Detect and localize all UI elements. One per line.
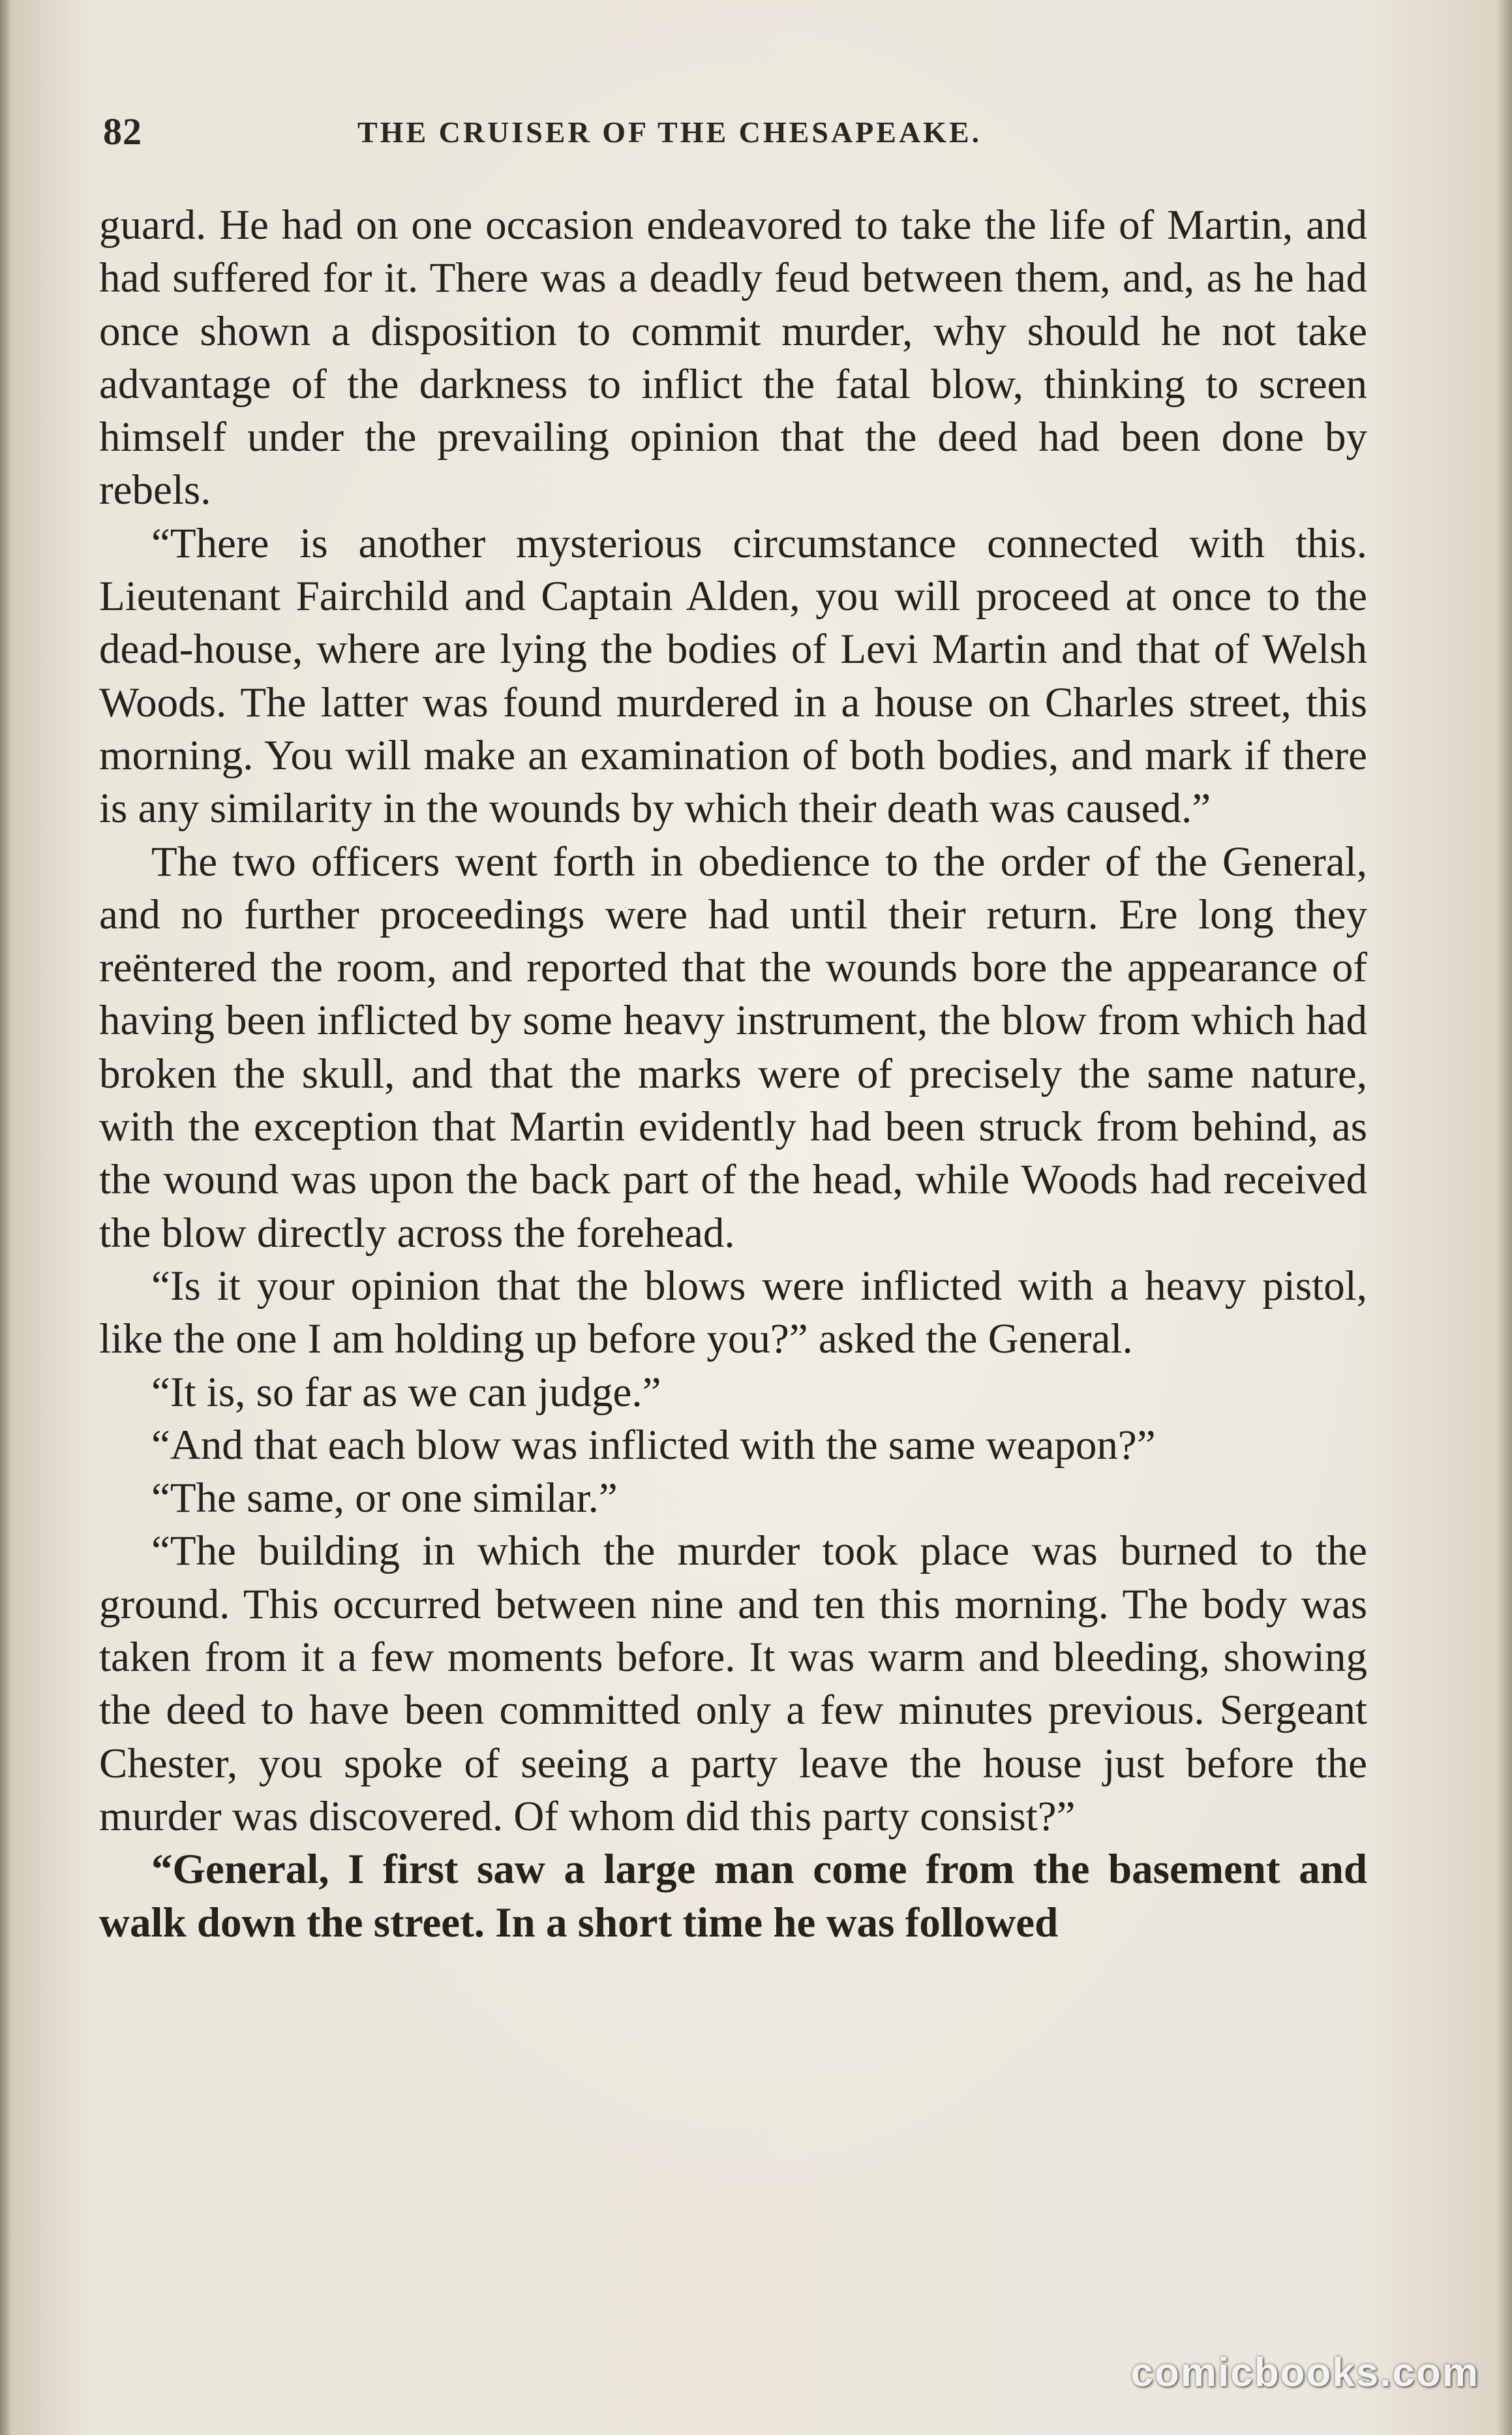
body-text bbox=[99, 199, 1367, 1950]
paragraph-2: “There is another mysterious circumstance connected with this. Lieutenant Fairchild and Captain Alden, you will proceed at once to the dead-house, where are lying the bodies of Levi Martin and that of Welsh Woods. The latter was found murdered in a house on Charles street, this morning. You will make an examination of both bodies, and mark if there is any similarity in the wounds by which their death was caused.” bbox=[99, 519, 1367, 833]
watermark: comicbooks.com bbox=[1130, 2350, 1479, 2395]
running-title: THE CRUISER OF THE CHESAPEAKE. bbox=[357, 115, 982, 149]
page-edge-right bbox=[1496, 0, 1512, 2435]
page-header bbox=[103, 110, 1368, 168]
page-edge-left bbox=[0, 0, 12, 2435]
paragraph-7: “The same, or one similar.” bbox=[151, 1475, 618, 1522]
paragraph-3: The two officers went forth in obedience to the order of the General, and no further proceedings were had until their return. Ere long they reëntered the room, and reported that the wounds bore the appearance of having been inflicted by some heavy instrument, the blow from which had broken the skull, and that the marks were of precisely the same nature, with the exception that Martin evidently had been struck from behind, as the wound was upon the back part of the head, while Woods had received the blow directly across the forehead. bbox=[99, 838, 1367, 1257]
paragraph-8: “The building in which the murder took place was burned to the ground. This occurred between nine and ten this morning. The body was taken from it a few moments before. It was warm and bleeding, showing the deed to have been committed only a few minutes previous. Sergeant Chester, you spoke of seeing a party leave the house just before the murder was discovered. Of whom did this party consist?” bbox=[99, 1527, 1367, 1840]
paragraph-6: “And that each blow was inflicted with the same weapon?” bbox=[151, 1421, 1156, 1469]
paragraph-9: “General, I first saw a large man come from the basement and walk down the street. In a short time he was followed bbox=[99, 1846, 1367, 1946]
page-number: 82 bbox=[103, 110, 142, 153]
paragraph-4: “Is it your opinion that the blows were inflicted with a heavy pistol, like the one I am holding up before you?” asked the General. bbox=[99, 1262, 1367, 1363]
paragraph-1: guard. He had on one occasion endeavored to take the life of Martin, and had suffered for it. There was a deadly feud between them, and, as he had once shown a disposition to commit murder, why should he not take advantage of the darkness to inflict the fatal blow, thinking to screen himself under the prevailing opinion that the deed had been done by rebels. bbox=[99, 202, 1367, 514]
paragraph-5: “It is, so far as we can judge.” bbox=[151, 1368, 661, 1416]
